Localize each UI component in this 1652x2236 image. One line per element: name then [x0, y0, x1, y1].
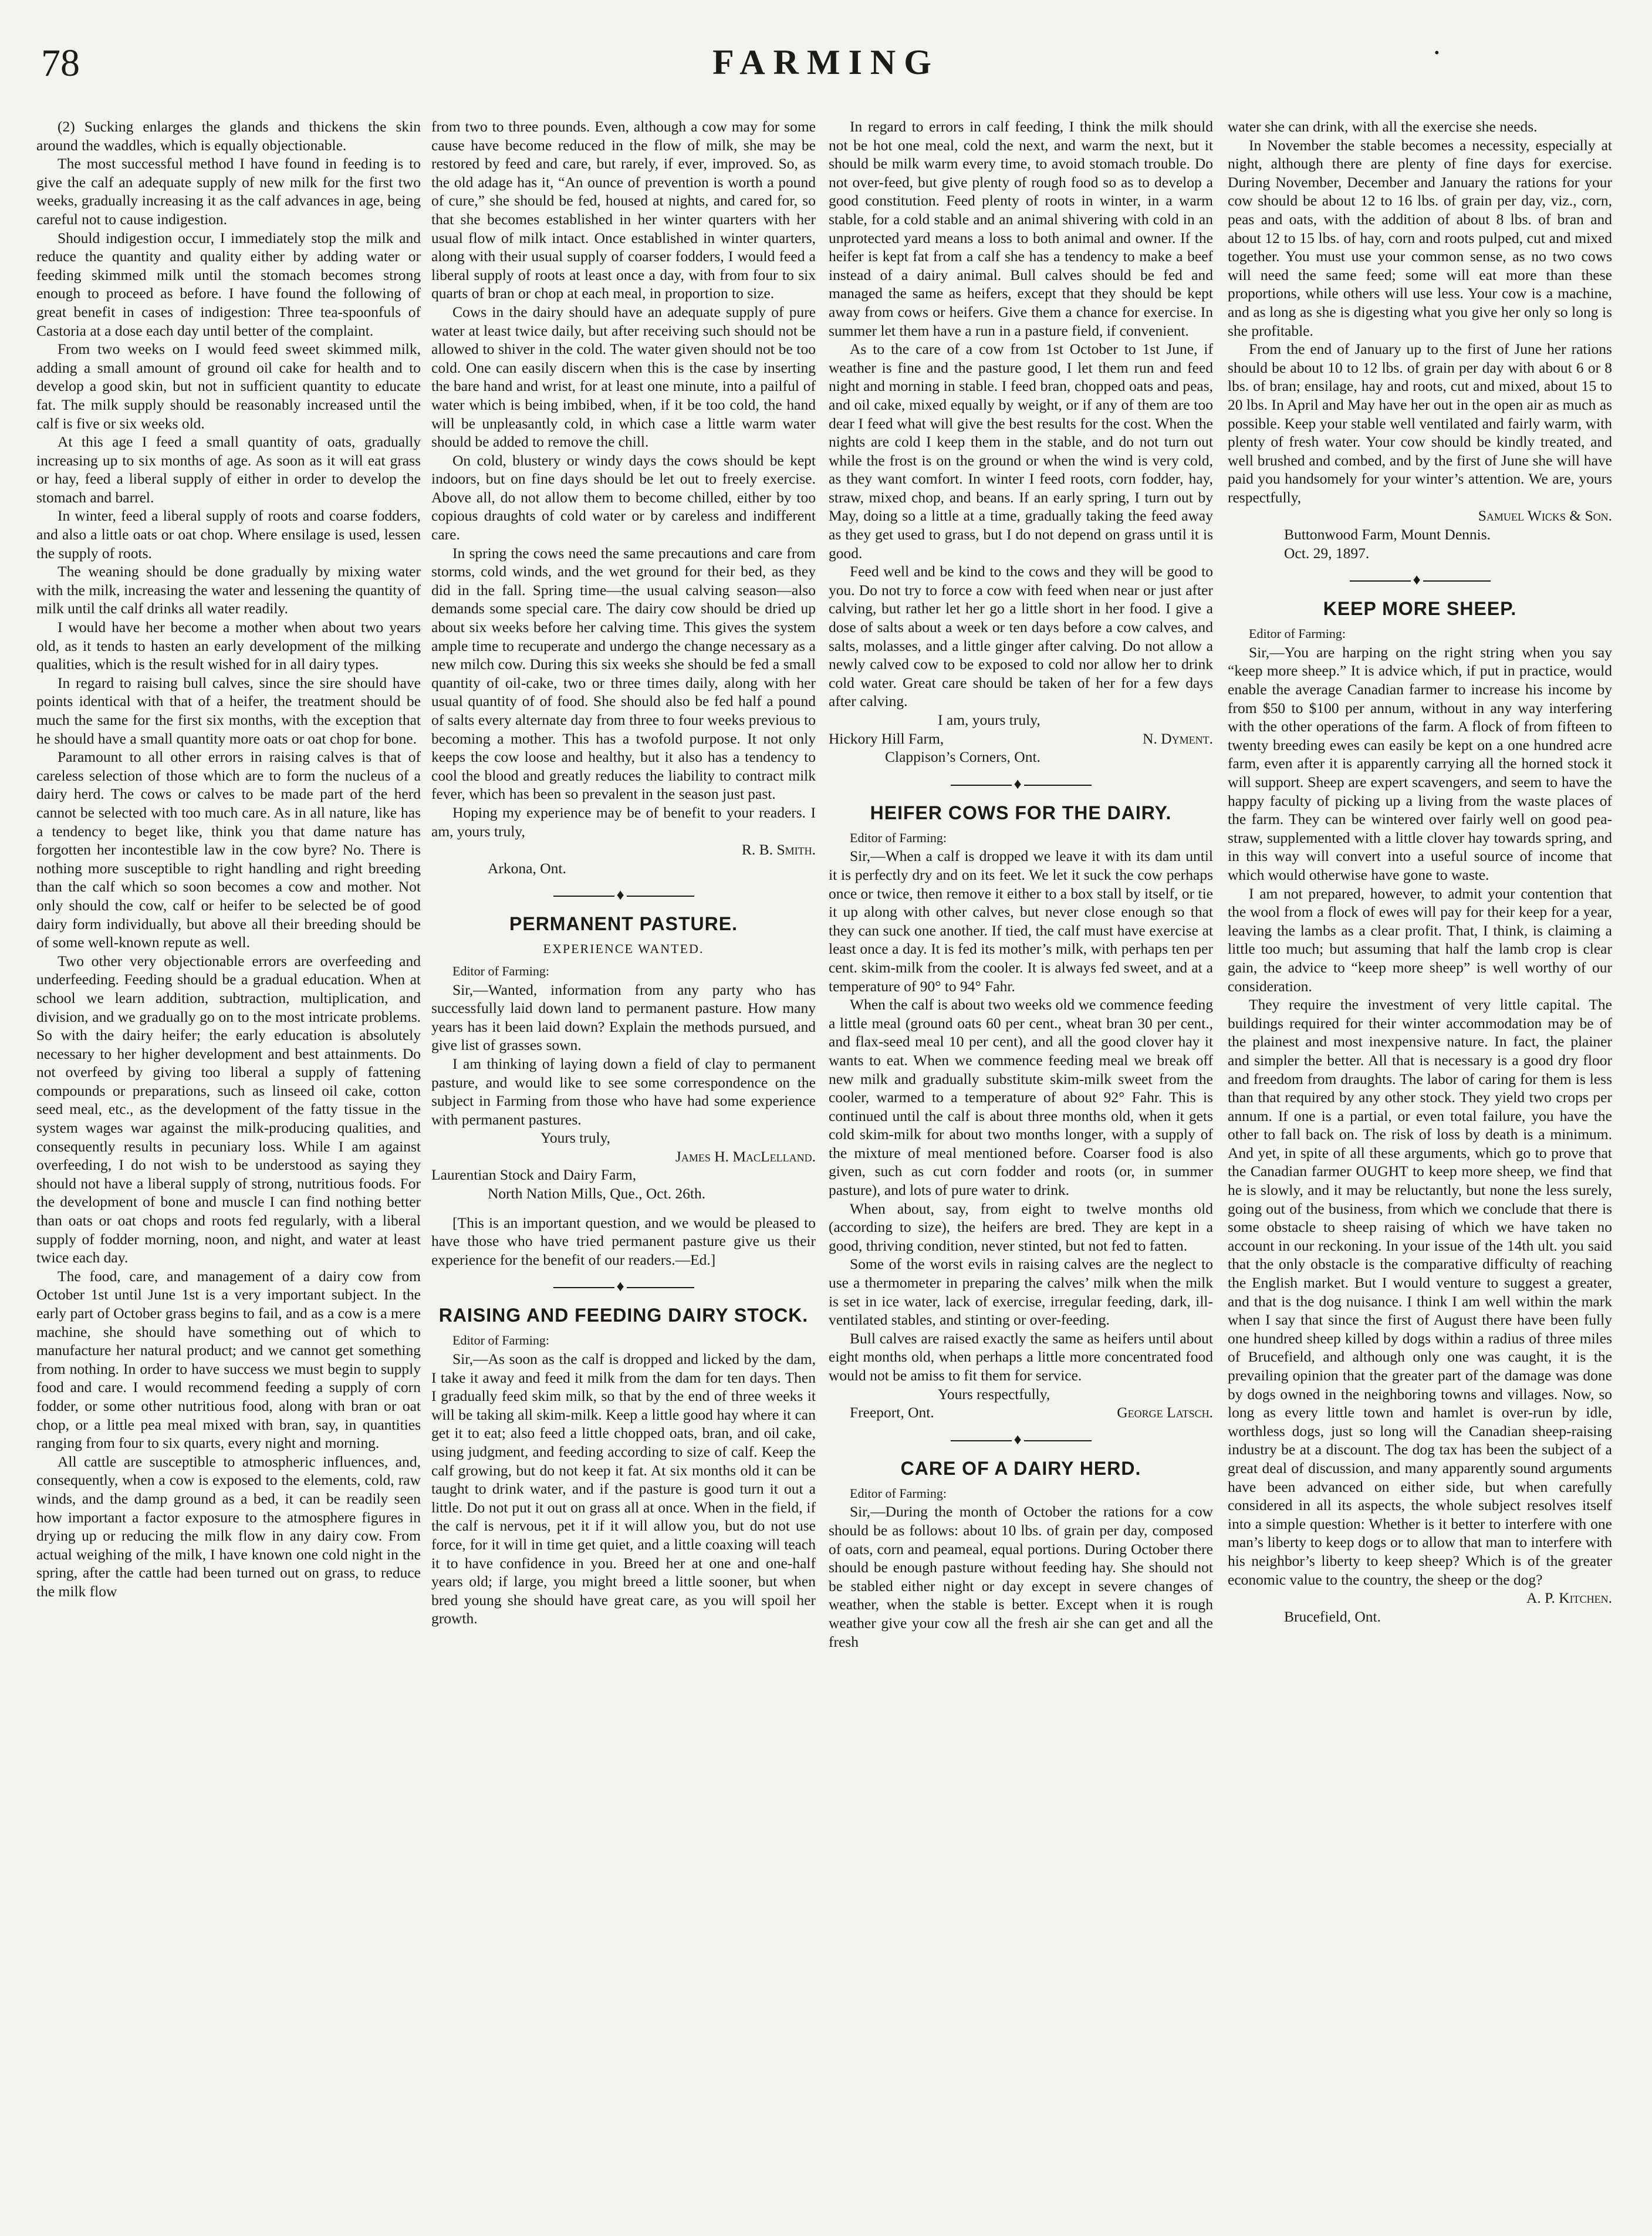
editor-line: Editor of Farming:: [1249, 626, 1346, 641]
signature: James H. MacLelland.: [675, 1147, 816, 1165]
article-heading: RAISING AND FEEDING DAIRY STOCK.: [438, 1305, 809, 1326]
signature-line: [829, 729, 1213, 748]
paragraph: Feed well and be kind to the cows and they will be good to you. Do not try to force a cow with feed when near or just after calving, but rather let her go a little short in her food. I give a dose of salts about a week or ten days before a cow calves, and salts, molasses, and a little ginger after calving. Do not allow a newly calved cow to be exposed to cold nor allow her to drink cold water. Great care should be taken of her for a few days after calving.: [829, 563, 1213, 710]
column-4: [1228, 117, 1612, 1626]
paragraph: Sir,—During the month of October the rations for a cow should be as follows: about 10 lbs. of grain per day, composed of oats, corn and peameal, equal portions. During October there should be enough pasture without feeding hay. She should not be stabled either night or day except in severe changes of weather, when the stable is better. Except when it is rough weather give your cow all the fresh air she can get and all the fresh: [829, 1503, 1213, 1650]
paragraph: I would have her become a mother when about two years old, as it tends to hasten an early development of the milking qualities, which is the result wished for in all dairy types.: [36, 619, 421, 673]
paragraph: In winter, feed a liberal supply of roots and coarse fodders, and also a little oats or oat chop. Where ensilage is used, lessen the supply of roots.: [36, 507, 421, 562]
paragraph: Cows in the dairy should have an adequate supply of pure water at least twice daily, but after receiving such should not be allowed to shiver in the cold. The water given should not be too cold. One can easily discern when this is the case by inserting the bare hand and wrist, for at least one minute, into a pailful of water which is being imbibed, when, if it be too cold, the hand will be unpleasantly cold, in which case a little warm water should be added to remove the chill.: [431, 303, 816, 451]
paragraph: All cattle are susceptible to atmospheric influences, and, consequently, when a cow is exposed to the elements, cold, raw winds, and the damp ground as a bed, it can be readily seen how important a factor exposure to the atmosphere figures in drying up or reducing the milk flow in any dairy cow. From actual weighing of the milk, I have known one cold night in the spring, after the cattle had been turned out on grass, to reduce the milk flow: [36, 1453, 421, 1600]
signature-place: Arkona, Ont.: [488, 859, 566, 877]
editor-line: Editor of Farming:: [452, 1333, 549, 1348]
section-divider: [951, 1437, 1092, 1444]
paragraph: Some of the worst evils in raising calves are the neglect to use a thermometer in preparing the calves’ milk when the milk is set in ice water, lack of exercise, irregular feeding, dark, ill-ventilated stables, and stinting or over-feeding.: [829, 1255, 1213, 1329]
paragraph: In regard to raising bull calves, since the sire should have points identical with that of a heifer, the treatment should be much the same for the first six months, with the exception that he should have a small quantity more oats or oat chop for bone.: [36, 674, 421, 747]
signature: Samuel Wicks & Son.: [1478, 507, 1612, 525]
signature-place: Brucefield, Ont.: [1284, 1607, 1381, 1625]
signature: A. P. Kitchen.: [1526, 1589, 1612, 1607]
farm-name: Buttonwood Farm, Mount Dennis.: [1284, 526, 1491, 543]
masthead-title: FARMING: [712, 43, 940, 82]
page-number: 78: [41, 42, 80, 85]
editor-line: Editor of Farming:: [452, 963, 549, 978]
paragraph: Sir,—When a calf is dropped we leave it with its dam until it is perfectly dry and on its feet. We let it suck the cow perhaps once or twice, then remove it either to a box stall by itself, or tie it up along with other calves, but never close enough so that they can suck one another. If tied, the calf must have exercise at least once a day. It is fed its mother’s milk, with perhaps ten per cent. skim-milk from the cooler. It is always fed sweet, and at a temperature of 90° to 94° Fahr.: [829, 847, 1213, 995]
signature-place: North Nation Mills, Que., Oct. 26th.: [488, 1185, 706, 1203]
paragraph: From two weeks on I would feed sweet skimmed milk, adding a small amount of ground oil cake for health and to develop a good skin, but not in sufficient quantity to educate fat. The milk supply should be reasonably increased until the calf is five or six weeks old.: [36, 340, 421, 432]
paragraph: Paramount to all other errors in raising calves is that of careless selection of those which are to form the nucleus of a dairy herd. The cows or calves to be made part of the herd cannot be selected with too much care. As in all nature, like has a tendency to beget like, think you that dame nature has forgotten her incontestible law in the cow byre? No. There is nothing more susceptible to right handling and right breeding than the calf which so soon becomes a cow and mother. Not only should the cow, calf or heifer to be selected be of good dairy form individually, but above all their breeding should be of some well-known repute as well.: [36, 748, 421, 951]
paragraph: The most successful method I have found in feeding is to give the calf an adequate supply of new milk for the first two weeks, gradually increasing it as the calf advances in age, being careful not to cause indigestion.: [36, 155, 421, 228]
editor-line: Editor of Farming:: [850, 830, 947, 845]
column-3: [829, 117, 1213, 1651]
editor-note: [This is an important question, and we would be pleased to have those who have tried permanent pasture give us their experience for the benefit of our readers.—Ed.]: [431, 1214, 816, 1268]
paragraph: From the end of January up to the first of June her rations should be about 10 to 12 lbs. of grain per day with about 6 or 8 lbs. of bran; ensilage, hay and roots, cut and mixed, about 15 to 20 lbs. In April and May have her out in the open air as much as possible. Keep your stable well ventilated and fairly warm, with plenty of fresh water. Your cow should be kindly treated, and well brushed and combed, and by the first of June she will have paid you handsomely for your winter’s attention. We are, yours respectfully,: [1228, 340, 1612, 506]
paragraph: In regard to errors in calf feeding, I think the milk should not be hot one meal, cold the next, and warm the next, but it should be milk warm every time, to avoid stomach trouble. Do not over-feed, but give plenty of rough food so as to develop a good constitution. Feed plenty of roots in winter, in a warm stable, for a cold stable and an animal shivering with cold in an unprotected yard means a loss to both animal and owner. If the heifer is kept fat from a calf she has a tendency to make a beef instead of a dairy animal. Bull calves should be fed and managed the same as heifers, except that they should be kept away from cows or heifers. Give them a chance for exercise. In summer let them have a run in a pasture field, if convenient.: [829, 118, 1213, 339]
signature-place: Freeport, Ont.: [850, 1404, 934, 1421]
section-divider: [553, 893, 694, 900]
paragraph: Hoping my experience may be of benefit to your readers. I am, yours truly,: [431, 803, 816, 840]
column-2: [431, 117, 816, 1628]
paragraph: As to the care of a cow from 1st October to 1st June, if weather is fine and the pasture good, I let them run and feed night and morning in stable. I feed bran, chopped oats and peas, and oil cake, mixed equally by weight, or if any of them are too dear I feed what will give the best results for the cost. When the nights are cold I keep them in the stable, and do not turn out while the frost is on the ground or when the wind is very cold, as they want comfort. In winter I feed roots, corn fodder, hay, straw, mixed chop, and beans. If an early spring, I turn out by May, doing so a little at a time, gradually taking the feed away as they get used to grass, but I do not depend on grass until it is good.: [829, 340, 1213, 562]
closing: Yours truly,: [540, 1129, 611, 1147]
paragraph: The weaning should be done gradually by mixing water with the milk, increasing the water and lessening the quantity of milk until the calf drinks all water readily.: [36, 563, 421, 617]
closing: I am, yours truly,: [938, 711, 1040, 728]
paragraph: When the calf is about two weeks old we commence feeding a little meal (ground oats 60 per cent., wheat bran 30 per cent., and flax-seed meal 10 per cent), and all the good clover hay it wants to eat. When we commence feeding meal we break off new milk and gradually substitute skim-milk sweet from the cooler, warmed to a temperature of about 92° Fahr. This is continued until the calf is about three months old, when it gets cold skim-milk for about two months longer, with a supply of the mixture of meal mentioned before. Coarser food is also given, such as cut corn fodder and roots (or, in summer pasture), and lots of pure water to drink.: [829, 996, 1213, 1199]
editor-line: Editor of Farming:: [850, 1485, 947, 1501]
paragraph: On cold, blustery or windy days the cows should be kept indoors, but on fine days should be let out to freely exercise. Above all, do not allow them to become chilled, either by too copious draughts of cold water or by careless and indifferent care.: [431, 451, 816, 543]
paragraph: At this age I feed a small quantity of oats, gradually increasing up to six months of age. As soon as it will eat grass or hay, feed a liberal supply of either in order to develop the stomach and barrel.: [36, 433, 421, 506]
paragraph: In spring the cows need the same precautions and care from storms, cold winds, and the wet ground for their bed, as they did in the fall. Spring time—the usual calving season—also demands some special care. The dairy cow should be dried up about six weeks before her calving time. This gives the system ample time to recuperate and undergo the change necessary as a new milch cow. During this six weeks she should be fed a small quantity of oil-cake, two or three times daily, along with her usual quantity of of food. She should also be fed half a pound of salts every alternate day from three to four weeks previous to becoming a mother. This has a twofold purpose. It not only keeps the cow loose and healthy, but it also has a tendency to cool the blood and greatly reduces the liability to contract milk fever, which has been so prevalent in the season just past.: [431, 544, 816, 803]
paragraph: When about, say, from eight to twelve months old (according to size), the heifers are bred. They are kept in a good, thriving condition, never stinted, but not fed to fatten.: [829, 1200, 1213, 1254]
paragraph: I am thinking of laying down a field of clay to permanent pasture, and would like to see some correspondence on the subject in Farming from those who have had some experience with permanent pastures.: [431, 1055, 816, 1128]
paragraph: Sir,—You are harping on the right string when you say “keep more sheep.” It is advice which, if put in practice, would enable the average Canadian farmer to increase his income by from $50 to $100 per annum, without in any way interfering with the other operations of the farm. A flock of from fifteen to twenty breeding ewes can easily be kept on a one hundred acre farm, even after it is apparently carrying all the horned stock it will support. Sheep are expert scavengers, and seem to have the happy faculty of picking up a living from the waste places of the farm. They can be wintered over fairly well on good pea-straw, supplemented with a little clover hay towards spring, and in this way will convert into a useful source of income that which would otherwise have gone to waste.: [1228, 643, 1612, 883]
article-heading: KEEP MORE SHEEP.: [1323, 598, 1517, 620]
signature-line: [829, 1403, 1213, 1422]
section-divider: [553, 1284, 694, 1291]
paragraph: Should indigestion occur, I immediately stop the milk and reduce the quantity and quality either by adding water or feeding skimmed milk until the stomach becomes strong enough to proceed as before. I have found the following of great benefit in cases of indigestion: Three tea-spoonfuls of Castoria at a dose each day until better of the complaint.: [36, 229, 421, 339]
paragraph: Sir,—Wanted, information from any party who has successfully laid down land to permanent pasture. How many years has it been laid down? Explain the methods pursued, and give list of grasses sown.: [431, 981, 816, 1054]
paragraph: Two other very objectionable errors are overfeeding and underfeeding. Feeding should be a gradual education. When at school we learn addition, subtraction, multiplication, and division, and we gradually go on to the most intricate problems. So with the dairy heifer; the early education is absolutely necessary to her higher development and best attainments. Do not overfeed by giving too liberal a supply of fattening compounds or preparations, such as linseed oil cake, cotton seed meal, etc., as the development of the fatty tissue in the system wages war against the milk-producing qualities, and consequently results in pecuniary loss. While I am against overfeeding, I do not wish to be understood as saying they should not have a liberal supply of strong, nutritious foods. For the development of bone and muscle I can find nothing better than oats or oat chops and roots fed regularly, with a liberal supply of fodder morning, noon, and night, and water at least twice each day.: [36, 952, 421, 1266]
signature-place: Clappison’s Corners, Ont.: [885, 748, 1040, 766]
closing: Yours respectfully,: [938, 1385, 1050, 1403]
masthead-dot: ·: [1432, 36, 1442, 69]
paragraph: (2) Sucking enlarges the glands and thickens the skin around the waddles, which is equally objectionable.: [36, 118, 421, 154]
paragraph: I am not prepared, however, to admit your contention that the wool from a flock of ewes will pay for their keep for a year, leaving the lambs as a clear profit. That, I think, is claiming a little too much; but assuming that half the lamb crop is clear gain, the advice to “keep more sheep” is well worthy of our consideration.: [1228, 884, 1612, 995]
article-heading: PERMANENT PASTURE.: [509, 913, 738, 935]
signature-place: Laurentian Stock and Dairy Farm,: [431, 1166, 637, 1184]
paragraph: water she can drink, with all the exercise she needs.: [1228, 118, 1538, 135]
article-heading: HEIFER COWS FOR THE DAIRY.: [870, 802, 1172, 823]
paragraph: The food, care, and management of a dairy cow from October 1st until June 1st is a very important subject. In the early part of October grass begins to fail, and as a cow is a mere machine, she should have something out of which to manufacture her natural product; and we cannot get something from nothing. In order to have success we must begin to supply food and care. I would recommend feeding a supply of corn fodder, or some other nutritious food, along with bran or oat chop, or a little pea meal mixed with bran, say, in quantities ranging from four to six quarts, every night and morning.: [36, 1267, 421, 1452]
article-subheading: EXPERIENCE WANTED.: [543, 941, 704, 957]
letter-date: Oct. 29, 1897.: [1284, 544, 1370, 562]
signature: R. B. Smith.: [741, 841, 816, 859]
article-heading: CARE OF A DAIRY HERD.: [900, 1457, 1141, 1479]
paragraph: In November the stable becomes a necessity, especially at night, although there are plenty of fine days for exercise. During November, December and January the rations for your cow should be about 12 to 16 lbs. of grain per day, viz., corn, peas and oats, with the addition of about 8 lbs. of bran and about 12 to 15 lbs. of hay, corn and roots pulped, cut and mixed together. You must use your common sense, as no two cows will need the same feed; some will eat more than these proportions, while others will use less. Your cow is a machine, and as long as she is digesting what you give her only so long is she profitable.: [1228, 136, 1612, 339]
farm-name: Hickory Hill Farm,: [829, 729, 944, 747]
paragraph: Bull calves are raised exactly the same as heifers until about eight months old, when perhaps a little more concentrated food would not be amiss to fit them for service.: [829, 1329, 1213, 1384]
signature: N. Dyment.: [1143, 729, 1213, 747]
paragraph: Sir,—As soon as the calf is dropped and licked by the dam, I take it away and feed it milk from the dam for ten days. Then I gradually feed skim milk, so that by the end of three weeks it will be taking all skim-milk. Keep a little good hay where it can get it to eat; also feed a little chopped oats, bran, and oil cake, using judgment, and feeding according to size of calf. Keep the calf growing, but do not keep it fat. At six months old it can be taught to drink water, and if the pasture is good turn it out a little. Do not put it out on grass all at once. When in the field, if the calf is nervous, pet it if it will allow you, but do not use force, for it will in time get quiet, and a little coaxing will teach it to have confidence in you. Breed her at one and one-half years old; if large, you might breed a little sooner, but when bred young she should have great care, as you will spoil her growth.: [431, 1350, 816, 1627]
signature: George Latsch.: [1117, 1404, 1213, 1421]
section-divider: [1350, 577, 1491, 585]
paragraph: from two to three pounds. Even, although a cow may for some cause have become reduced in the flow of milk, she may be restored by feed and care, but rarely, if ever, improved. So, as the old adage has it, “An ounce of prevention is worth a pound of cure,” she should be fed, housed at nights, and cared for, so that she becomes established in her winter quarters with her usual flow of milk intact. Once established in winter quarters, along with their usual supply of coarser fodders, I would feed a liberal supply of roots at least once a day, with from four to six quarts of bran or chop at each meal, in proportion to size.: [431, 118, 816, 302]
section-divider: [951, 782, 1092, 789]
paragraph: They require the investment of very little capital. The buildings required for their winter accommodation may be of the plainest and most inexpensive nature. In fact, the plainer and simpler the better. All that is necessary is a good dry floor and freedom from draughts. The labor of caring for them is less than that required by any other stock. They yield two crops per annum. If one is a partial, or even total failure, you have the other to fall back on. The risk of loss by death is a minimum. And yet, in spite of all these arguments, which go to prove that the Canadian farmer OUGHT to keep more sheep, we find that he is slowly, and it may be reluctantly, but none the less surely, going out of the business, from which we conclude that there is some obstacle to sheep raising of which we have taken no account in our reckoning. In your issue of the 14th ult. you said that the only obstacle is the comparative difficulty of reaching the English market. But I would venture to suggest a greater, and that is the dog nuisance. I think I am well within the mark when I say that since the first of August there have been fully one hundred sheep killed by dogs within a radius of three miles of Brucefield, and although only one was caught, it is the prevailing opinion that the greater part of the damage was done by dogs owned in the neighboring towns and villages. Now, so long as every little town and hamlet is over-run by idle, worthless dogs, just so long will the Canadian sheep-raising industry be at a discount. The dog tax has been the subject of a great deal of discussion, and many apparently sound arguments have been advanced on either side, but when carefully considered in all its aspects, the whole subject resolves itself into a simple question: Whether is it better to interfere with one man’s liberty to keep dogs or to allow that man to interfere with his neighbor’s liberty to keep sheep? Which is of the greater economic value to the country, the sheep or the dog?: [1228, 996, 1612, 1588]
column-1: [36, 117, 421, 1601]
